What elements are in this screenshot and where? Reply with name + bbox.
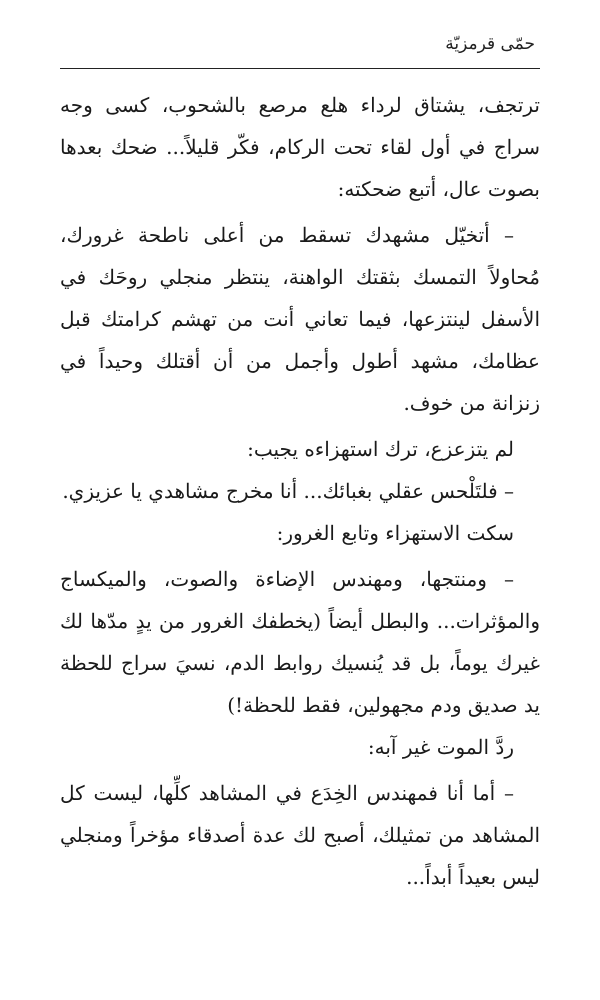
paragraph: لم يتزعزع، ترك استهزاءه يجيب: [247, 437, 514, 461]
running-header: حمّى قرمزيّة [445, 34, 535, 54]
paragraph: ردَّ الموت غير آبه: [367, 735, 514, 759]
paragraph: سكت الاستهزاء وتابع الغرور: [276, 521, 514, 545]
paragraph: – ومنتجها، ومهندس الإضاءة والصوت، والميكساج والمؤثرات... والبطل أيضاً (يخطفك الغرور من يدٍ مدّها لك غيرك يوماً، بل قد يُنسيك روابط الدم، نسيَ سراج للحظة يد صديق ودم مجهولين، فقط للحظة!) [60, 567, 540, 717]
body-text [60, 84, 540, 898]
paragraph: – أما أنا فمهندس الخِدَع في المشاهد كلِّها، ليست كل المشاهد من تمثيلك، أصبح لك عدة أصدقاء مؤخراً ومنجلي ليس بعيداً أبداً... [60, 781, 540, 889]
paragraph: ترتجف، يشتاق لرداء هلع مرصع بالشحوب، كسى وجه سراج في أول لقاء تحت الركام، فكّر قليلاً... ضحك بعدها بصوت عال، أتبع ضحكته: [60, 93, 540, 201]
paragraph: – أتخيّل مشهدك تسقط من أعلى ناطحة غرورك، مُحاولاً التمسك بثقتك الواهنة، ينتظر منجلي روحَك في الأسفل لينتزعها، فيما تعاني أنت من تهشم كرامتك قبل عظامك، مشهد أطول وأجمل من أن أقتلك وحيداً في زنزانة من خوف. [60, 223, 540, 415]
header-divider [60, 68, 540, 69]
paragraph: – فلتَلْحس عقلي بغبائك... أنا مخرج مشاهدي يا عزيزي. [62, 479, 514, 503]
